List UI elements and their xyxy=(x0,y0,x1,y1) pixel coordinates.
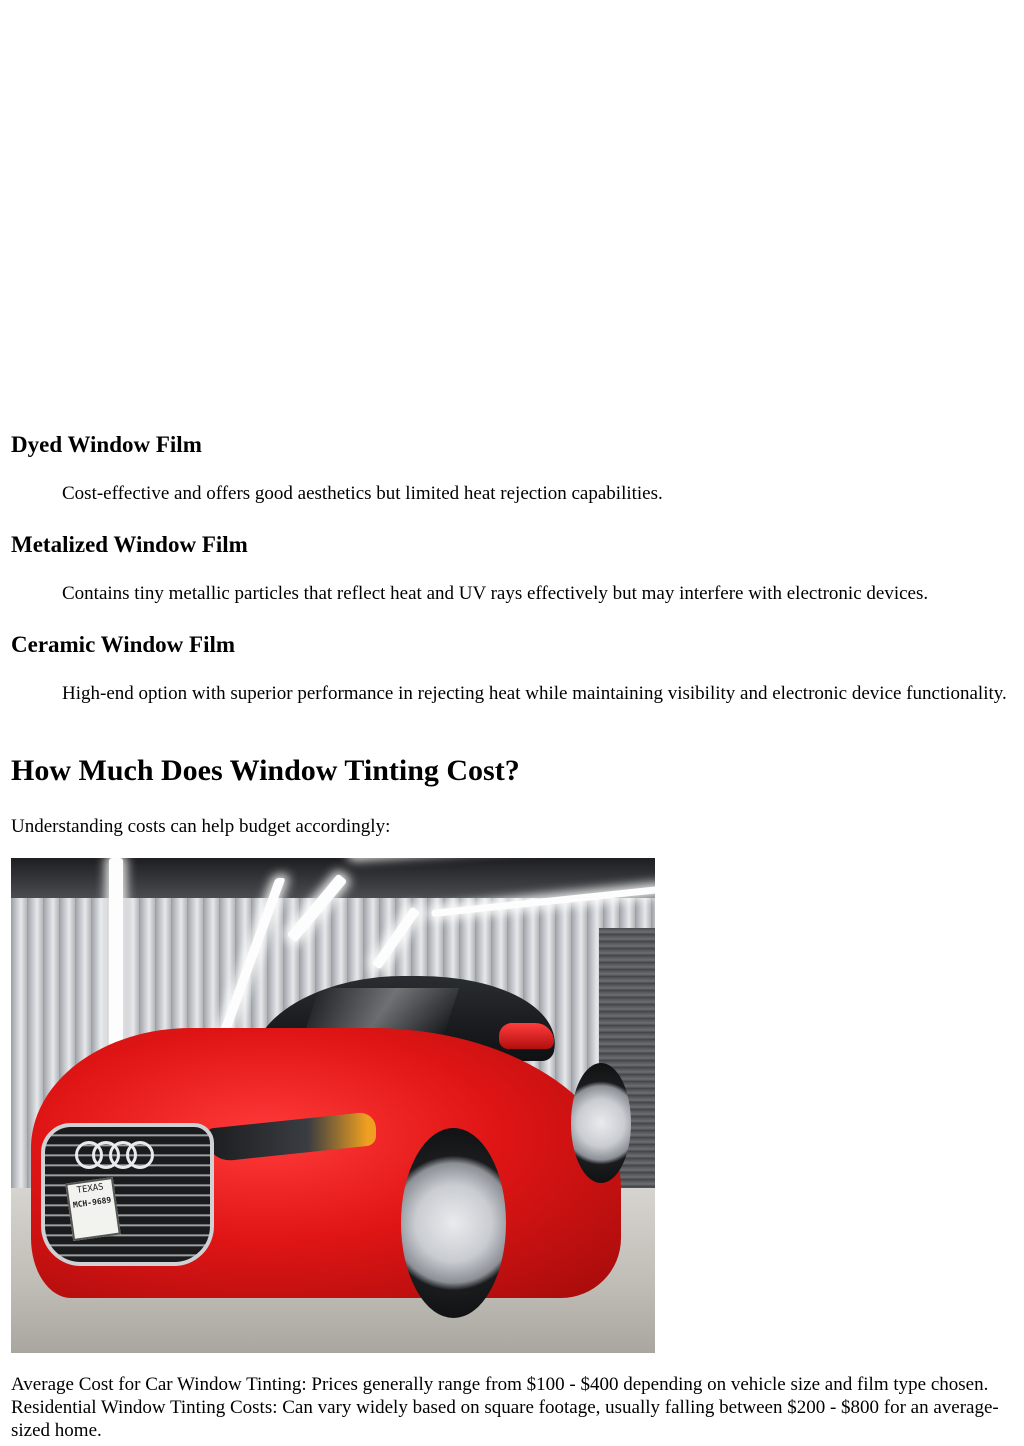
rear-wheel xyxy=(571,1063,631,1183)
plate-state: TEXAS xyxy=(76,1182,105,1197)
cost-intro: Understanding costs can help budget accordingly: xyxy=(11,816,391,837)
front-wheel xyxy=(401,1128,506,1318)
audi-rings-logo xyxy=(75,1141,155,1167)
section-text-metalized: Contains tiny metallic particles that reflect heat and UV rays effectively but may interfere with electronic devices. xyxy=(62,583,929,604)
plate-number: MCH-9689 xyxy=(72,1195,112,1210)
section-text-ceramic: High-end option with superior performance in rejecting heat while maintaining visibility and electronic device functionality. xyxy=(62,683,1007,704)
side-mirror xyxy=(499,1023,554,1049)
cost-details: Average Cost for Car Window Tinting: Prices generally range from $100 - $400 depending on vehicle size and film type chosen. Residential Window Tinting Costs: Can vary widely based on square footage, usually falling between $200 - $800 for an average-sized home. xyxy=(11,1374,999,1441)
license-plate xyxy=(65,1177,121,1241)
section-heading-dyed: Dyed Window Film xyxy=(11,432,202,457)
section-heading-metalized: Metalized Window Film xyxy=(11,532,248,557)
cost-heading: How Much Does Window Tinting Cost? xyxy=(11,754,520,787)
ring-icon xyxy=(126,1141,154,1169)
section-text-dyed: Cost-effective and offers good aesthetics but limited heat rejection capabilities. xyxy=(62,483,663,504)
section-heading-ceramic: Ceramic Window Film xyxy=(11,632,236,657)
car-photo xyxy=(11,858,655,1353)
